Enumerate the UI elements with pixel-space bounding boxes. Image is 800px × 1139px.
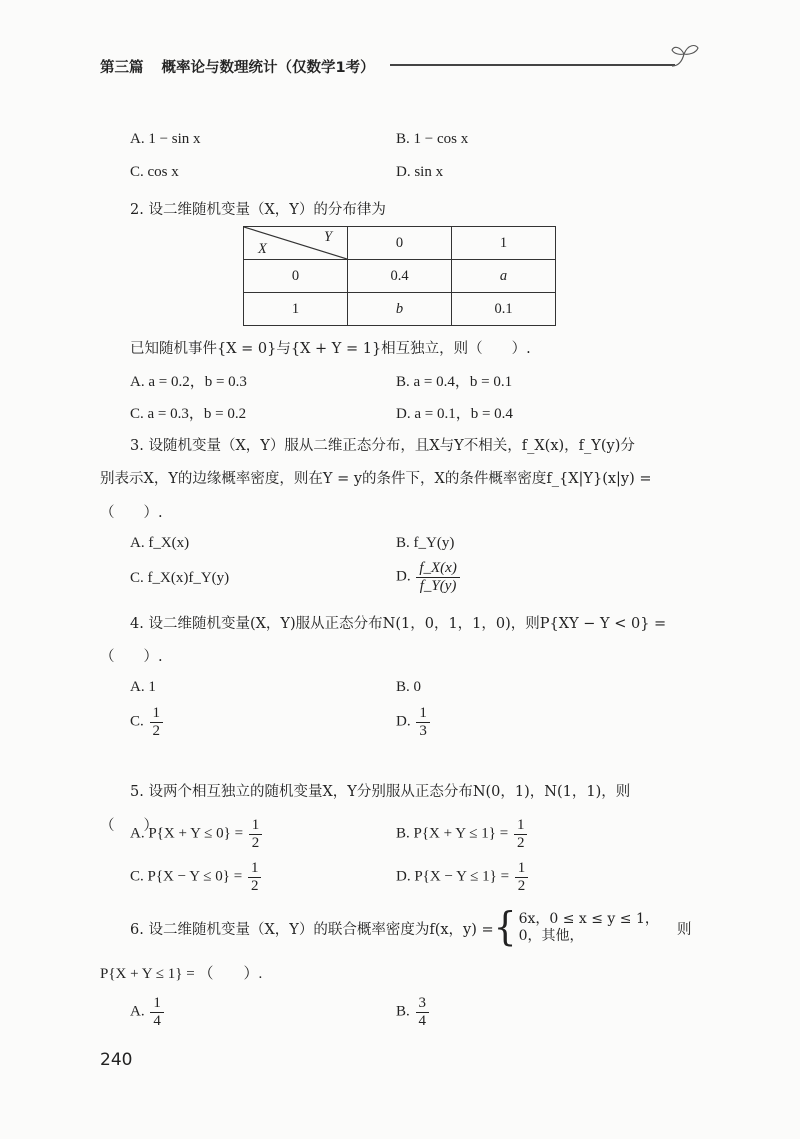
q6-tail: 则 [677, 922, 692, 938]
fraction-denominator: 2 [517, 877, 526, 894]
page-number: 240 [100, 1050, 133, 1070]
piecewise-case-1: 6x，0 ≤ x ≤ y ≤ 1， [518, 910, 659, 927]
q3-option-a: A. f_X(x) [130, 535, 190, 551]
fraction-denominator: f_Y(y) [419, 577, 457, 594]
q4-option-b: B. 0 [396, 679, 422, 695]
q6-line-2: P{X + Y ≤ 1} = （ ）. [100, 966, 263, 982]
q4-line-1: 4. 设二维随机变量(X，Y)服从正态分布N(1，0，1，1，0)，则P{XY − Y < 0} = [130, 616, 667, 632]
table-row-label: 0 [244, 260, 348, 293]
q5-line-1: 5. 设两个相互独立的随机变量X，Y分别服从正态分布N(0，1)，N(1，1)，则 [130, 784, 631, 800]
header-part: 第三篇 [100, 60, 144, 76]
q3-option-c: C. f_X(x)f_Y(y) [130, 570, 230, 586]
q5-option-a [130, 817, 264, 851]
brace-symbol: { [493, 904, 517, 950]
table-col-header: 1 [452, 227, 556, 260]
q6-option-a [130, 995, 166, 1029]
table-cell: 0.1 [452, 293, 556, 326]
q5-option-c-label: C. P{X − Y ≤ 0} = [130, 868, 243, 885]
fraction-denominator: 2 [516, 834, 525, 851]
q5-option-d-label: D. P{X − Y ≤ 1} = [396, 868, 510, 885]
piecewise-function [493, 904, 659, 950]
distribution-table [243, 226, 556, 326]
table-row-var: X [258, 241, 267, 257]
q1-option-a: A. 1 − sin x [130, 131, 201, 147]
table-col-var: Y [324, 229, 333, 245]
fraction-denominator: 2 [250, 877, 259, 894]
q3-line-1: 3. 设随机变量（X，Y）服从二维正态分布，且X与Y不相关，f_X(x)，f_Y(y)分 [130, 438, 635, 454]
q3-option-d [396, 560, 462, 594]
q2-option-a: A. a = 0.2，b = 0.3 [130, 374, 247, 390]
q5-option-d [396, 860, 530, 894]
fraction-numerator: 3 [416, 995, 430, 1013]
q1-option-d: D. sin x [396, 164, 444, 180]
table-row-label: 1 [244, 293, 348, 326]
fraction-numerator: 1 [514, 817, 528, 835]
header-title: 概率论与数理统计（仅数学1考） [161, 60, 375, 76]
fraction-denominator: 2 [251, 834, 260, 851]
q4-option-a: A. 1 [130, 679, 156, 695]
q3-line-3: （ ）. [100, 505, 163, 521]
fraction-denominator: 4 [418, 1012, 427, 1029]
header-rule [390, 64, 675, 66]
table-cell: b [348, 293, 452, 326]
q3-option-b: B. f_Y(y) [396, 535, 455, 551]
q2-option-b: B. a = 0.4，b = 0.1 [396, 374, 513, 390]
q2-option-c: C. a = 0.3，b = 0.2 [130, 406, 247, 422]
q3-option-d-label: D. [396, 568, 411, 585]
q5-option-c [130, 860, 263, 894]
fraction-numerator: 1 [150, 705, 164, 723]
q6-lead: 6. 设二维随机变量（X，Y）的联合概率密度为f(x，y) = [130, 921, 494, 938]
running-header [100, 56, 375, 77]
q5-option-b-label: B. P{X + Y ≤ 1} = [396, 825, 509, 842]
q5-option-a-label: A. P{X + Y ≤ 0} = [130, 825, 244, 842]
table-corner-cell [244, 227, 348, 260]
table-cell: 0.4 [348, 260, 452, 293]
q6-option-b-label: B. [396, 1003, 410, 1020]
fraction-numerator: f_X(x) [416, 560, 459, 578]
q1-option-b: B. 1 − cos x [396, 131, 469, 147]
fraction-denominator: 3 [419, 722, 427, 739]
q6-line-1 [130, 904, 659, 950]
q2-condition: 已知随机事件{X = 0}与{X + Y = 1}相互独立，则（ ）. [130, 341, 531, 357]
q1-option-c: C. cos x [130, 164, 179, 180]
q4-line-2: （ ）. [100, 649, 163, 665]
fraction-numerator: 1 [150, 995, 164, 1013]
fraction-numerator: 1 [248, 860, 262, 878]
fraction-numerator: 1 [515, 860, 529, 878]
q5-line-2: （ ）. [100, 818, 163, 834]
q4-option-d [396, 705, 432, 739]
fraction-numerator: 1 [416, 705, 430, 723]
sprout-icon [668, 40, 702, 70]
q6-option-a-label: A. [130, 1003, 145, 1020]
q5-option-b [396, 817, 529, 851]
q4-option-c [130, 705, 165, 739]
fraction-denominator: 4 [153, 1012, 161, 1029]
q3-line-2: 别表示X，Y的边缘概率密度，则在Y = y的条件下，X的条件概率密度f_{X|Y}(x|y) = [100, 471, 652, 487]
table-col-header: 0 [348, 227, 452, 260]
table-cell: a [452, 260, 556, 293]
q4-option-d-label: D. [396, 713, 411, 730]
q4-option-c-label: C. [130, 713, 144, 730]
q6-option-b [396, 995, 431, 1029]
q2-stem: 2. 设二维随机变量（X，Y）的分布律为 [130, 202, 386, 218]
fraction-numerator: 1 [249, 817, 263, 835]
fraction-denominator: 2 [152, 722, 161, 739]
q2-option-d: D. a = 0.1，b = 0.4 [396, 406, 513, 422]
piecewise-case-2: 0，其他， [518, 928, 584, 944]
